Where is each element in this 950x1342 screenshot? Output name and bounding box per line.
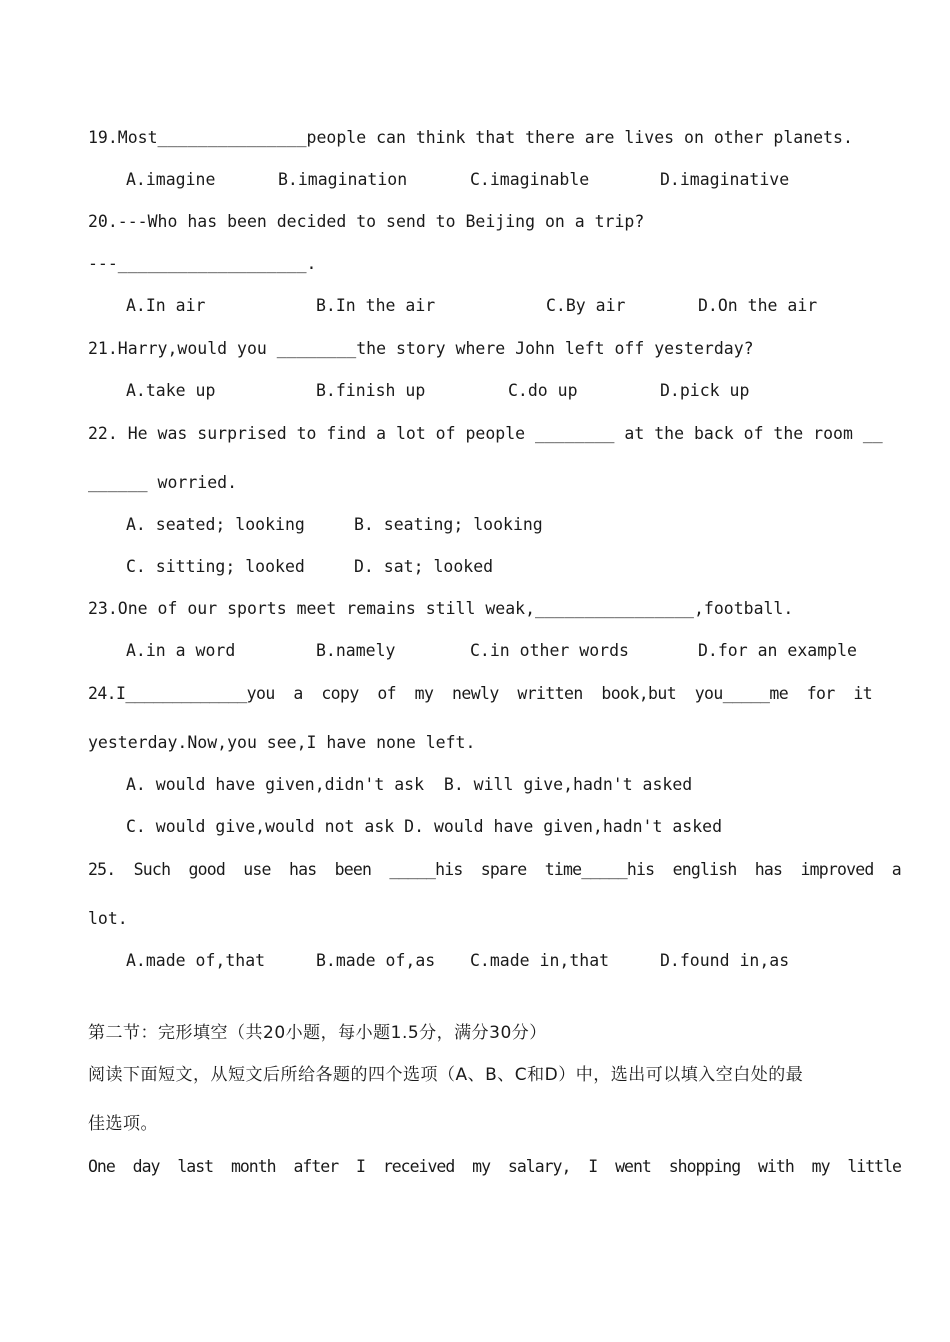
question-24-stem-line1: 24.I_____________you a copy of my newly written book,but you_____me for it [88, 684, 873, 703]
q21-option-b: B.finish up [316, 381, 426, 400]
q22-option-b: B. seating; looking [354, 515, 543, 534]
question-21-stem: 21.Harry,would you ________the story where John left off yesterday? [88, 339, 754, 358]
q20-option-c: C.By air [546, 296, 626, 315]
q24-options-ab: A. would have given,didn't ask B. will give,hadn't asked [126, 775, 693, 794]
section-2-instructions-line2: 佳选项。 [88, 1114, 158, 1134]
question-20-answer-line: ---___________________. [88, 254, 317, 273]
question-25-stem-line1: 25. Such good use has been _____his spare time_____his english has improved a [88, 860, 901, 879]
q20-option-b: B.In the air [316, 296, 436, 315]
q23-option-d: D.for an example [698, 641, 857, 660]
q25-option-d: D.found in,as [660, 951, 790, 970]
q20-option-a: A.In air [126, 296, 206, 315]
q23-option-b: B.namely [316, 641, 396, 660]
question-25-stem-line2: lot. [88, 909, 128, 928]
q22-option-d: D. sat; looked [354, 557, 494, 576]
q21-option-c: C.do up [508, 381, 578, 400]
q21-option-a: A.take up [126, 381, 216, 400]
q22-option-c: C. sitting; looked [126, 557, 305, 576]
question-23-stem: 23.One of our sports meet remains still weak,________________,football. [88, 599, 794, 618]
section-2-instructions-line1: 阅读下面短文，从短文后所给各题的四个选项（A、B、C和D）中，选出可以填入空白处的最 [88, 1065, 804, 1085]
q23-option-a: A.in a word [126, 641, 236, 660]
q25-option-b: B.made of,as [316, 951, 436, 970]
question-24-stem-line2: yesterday.Now,you see,I have none left. [88, 733, 476, 752]
question-19-stem: 19.Most_______________people can think that there are lives on other planets. [88, 128, 853, 147]
q25-option-a: A.made of,that [126, 951, 266, 970]
q19-option-b: B.imagination [278, 170, 408, 189]
q19-option-d: D.imaginative [660, 170, 790, 189]
question-20-stem: 20.---Who has been decided to send to Beijing on a trip? [88, 212, 645, 231]
question-22-stem-line2: ______ worried. [88, 473, 238, 492]
q19-option-c: C.imaginable [470, 170, 590, 189]
q20-option-d: D.On the air [698, 296, 818, 315]
q19-option-a: A.imagine [126, 170, 216, 189]
q23-option-c: C.in other words [470, 641, 629, 660]
question-22-stem-line1: 22. He was surprised to find a lot of people ________ at the back of the room __ [88, 424, 883, 443]
q21-option-d: D.pick up [660, 381, 750, 400]
passage-line1: One day last month after I received my salary, I went shopping with my little [88, 1157, 901, 1176]
q22-option-a: A. seated; looking [126, 515, 305, 534]
section-2-heading: 第二节：完形填空（共20小题，每小题1.5分，满分30分） [88, 1023, 547, 1043]
q24-options-cd: C. would give,would not ask D. would have given,hadn't asked [126, 817, 723, 836]
q25-option-c: C.made in,that [470, 951, 610, 970]
